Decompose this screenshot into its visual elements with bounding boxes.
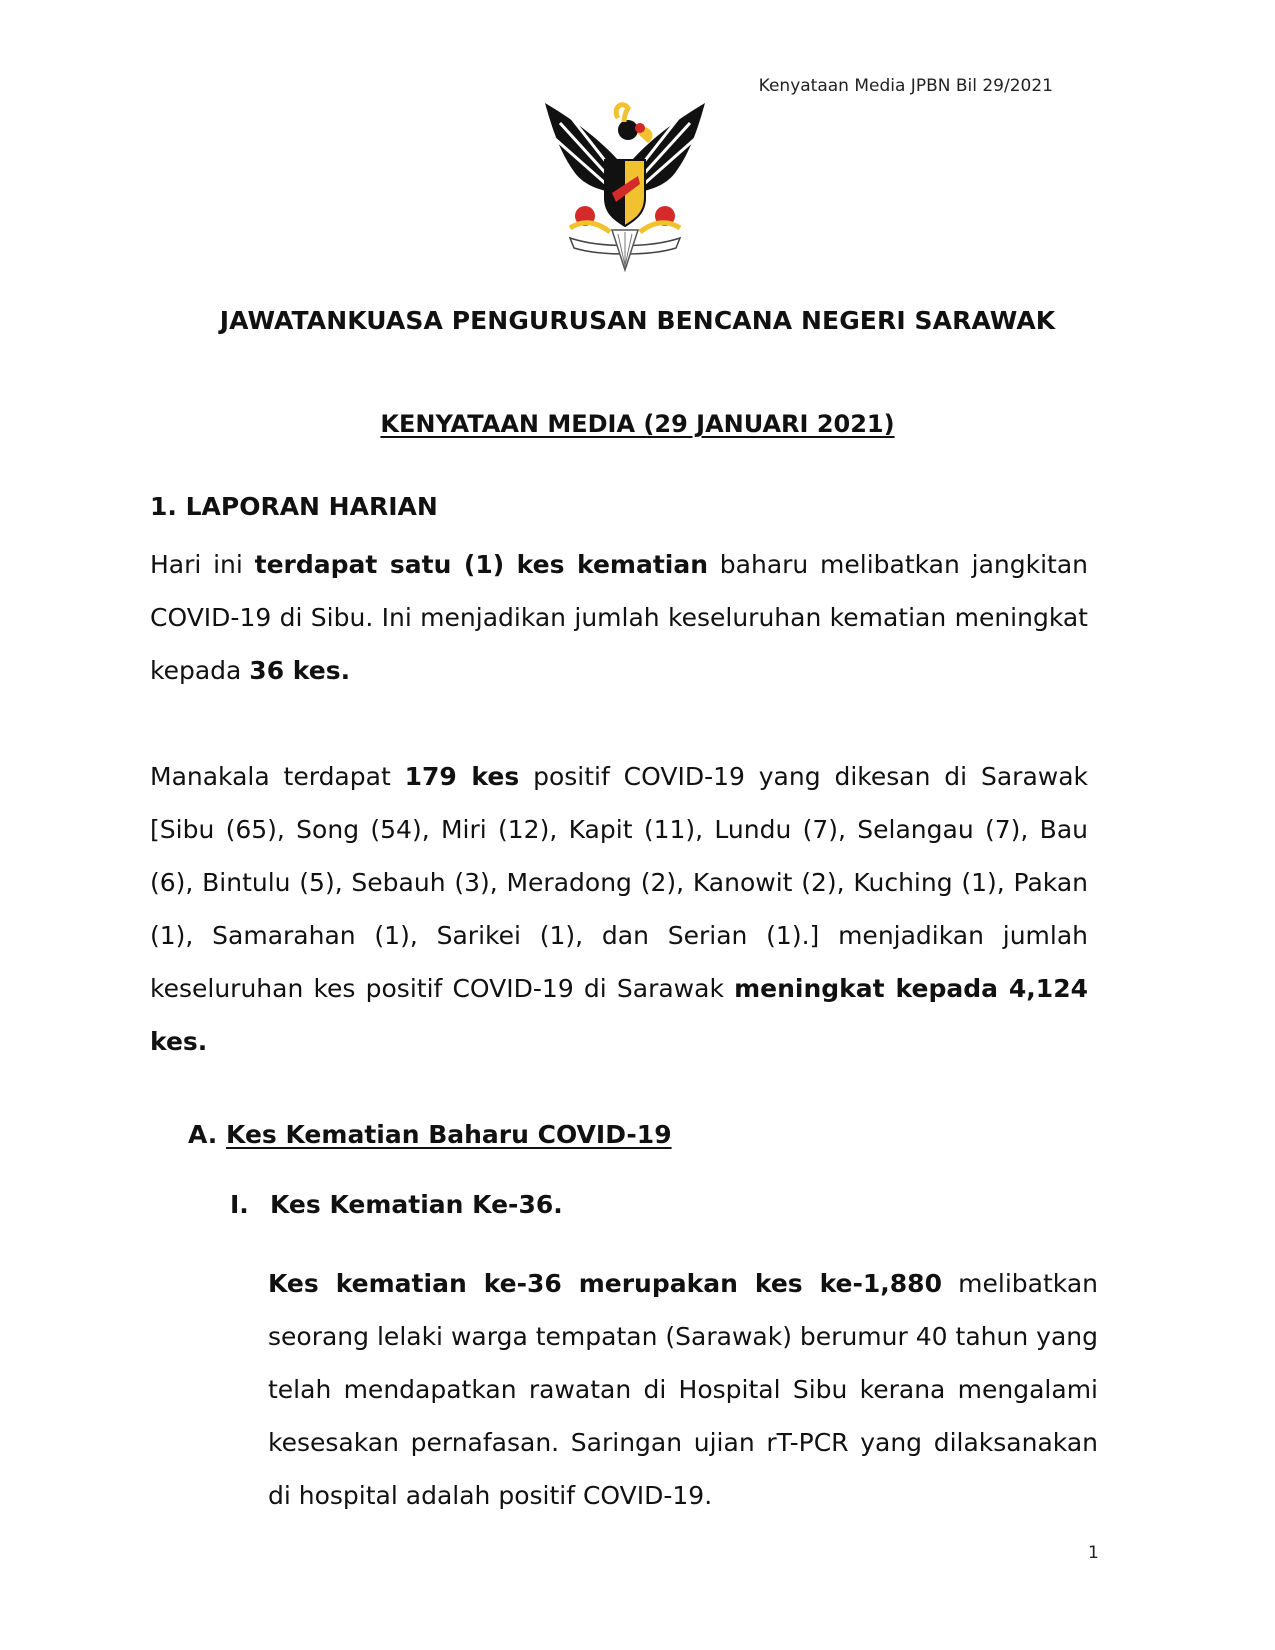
page-number: 1 (1088, 1543, 1099, 1563)
statement-date-heading: KENYATAAN MEDIA (29 JANUARI 2021) (380, 410, 895, 438)
document-title: JAWATANKUASA PENGURUSAN BENCANA NEGERI SARAWAK (219, 306, 1056, 335)
subsection-heading-death-36: I. Kes Kematian Ke-36. (230, 1190, 563, 1219)
paragraph-positive-cases: Manakala terdapat 179 kes positif COVID-19 yang dikesan di Sarawak [Sibu (65), Song (54), Miri (12), Kapit (11), Lundu (7), Selangau (7), Bau (6), Bintulu (5), Sebauh (3), Meradong (2), Kanowit (2), Kuching (1), Pakan (1), Samarahan (1), Sarikei (1), dan Serian (1).] menjadikan jumlah keseluruhan kes positif COVID-19 di Sarawak meningkat kepada 4,124 kes. (150, 762, 1089, 1056)
statement-subtitle (0, 410, 1275, 438)
section-heading-new-deaths: A. Kes Kematian Baharu COVID-19 (188, 1120, 672, 1149)
section-heading-daily-report: 1. LAPORAN HARIAN (150, 492, 438, 521)
paragraph-death-report: Hari ini terdapat satu (1) kes kematian baharu melibatkan jangkitan COVID-19 di Sibu. Ini menjadikan jumlah keseluruhan kematian meningkat kepada 36 kes. (150, 550, 1088, 685)
paragraph-death-36-details: Kes kematian ke-36 merupakan kes ke-1,880 melibatkan seorang lelaki warga tempatan (Sarawak) berumur 40 tahun yang telah mendapatkan rawatan di Hospital Sibu kerana mengalami kesesakan pernafasan. Saringan ujian rT-PCR yang dilaksanakan di hospital adalah positif COVID-19. (268, 1269, 1098, 1510)
media-statement-reference: Kenyataan Media JPBN Bil 29/2021 (758, 76, 1053, 96)
sarawak-crest-logo (540, 98, 710, 273)
